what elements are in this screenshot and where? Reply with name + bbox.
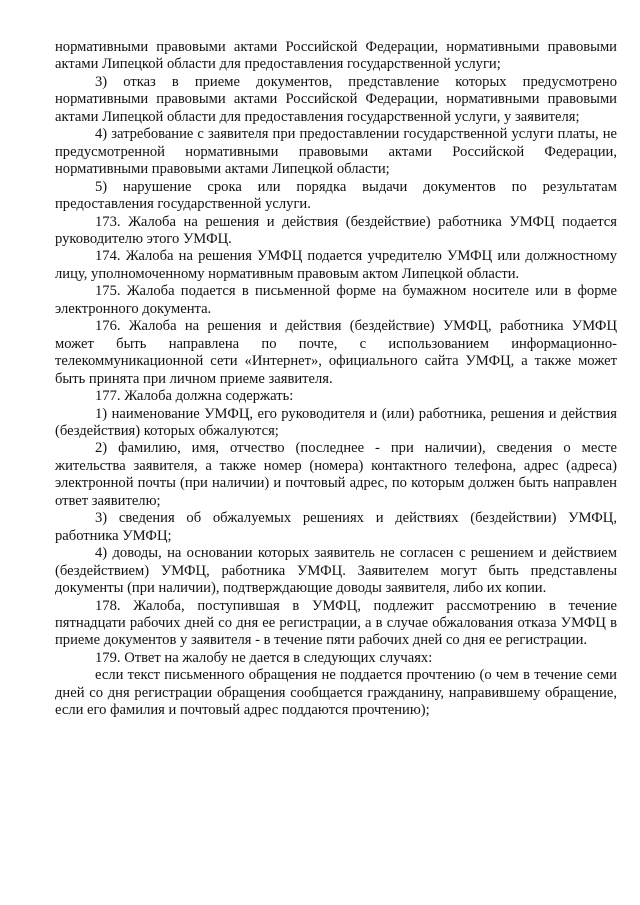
paragraph-173: 173. Жалоба на решения и действия (бездействие) работника УМФЦ подается руководителю этого УМФЦ.	[55, 213, 617, 247]
paragraph-177-item-4: 4) доводы, на основании которых заявитель не согласен с решением и действием (бездействием) УМФЦ, работника УМФЦ. Заявителем могут быть представлены документы (при наличии), подтверждающие доводы заявителя, либо их копии.	[55, 545, 617, 597]
paragraph-item-4: 4) затребование с заявителя при предоставлении государственной услуги платы, не предусмотренной нормативными правовыми актами Российской Федерации, нормативными правовыми актами Липецкой области;	[55, 126, 617, 178]
paragraph-176: 176. Жалоба на решения и действия (бездействие) УМФЦ, работника УМФЦ может быть направлена по почте, с использованием информационно-телекоммуникационной сети «Интернет», официального сайта УМФЦ, а также может быть принята при личном приеме заявителя.	[55, 318, 617, 387]
paragraph-item-3: 3) отказ в приеме документов, представление которых предусмотрено нормативными правовыми актами Российской Федерации, нормативными правовыми актами Липецкой области для предоставления государственной услуги, у заявителя;	[55, 73, 617, 125]
paragraph-177: 177. Жалоба должна содержать:	[95, 388, 294, 405]
paragraph-item-5: 5) нарушение срока или порядка выдачи документов по результатам предоставления государственной услуги.	[55, 178, 617, 213]
paragraph-178: 178. Жалоба, поступившая в УМФЦ, подлежит рассмотрению в течение пятнадцати рабочих дней со дня ее регистрации, а в случае обжалования отказа УМФЦ в приеме документов у заявителя - в течение пяти рабочих дней со дня ее регистрации.	[55, 597, 617, 649]
paragraph-179: 179. Ответ на жалобу не дается в следующих случаях:	[95, 649, 433, 666]
paragraph-continuation: нормативными правовыми актами Российской Федерации, нормативными правовыми актами Липецкой области для предоставления государственной услуги;	[55, 39, 617, 73]
paragraph-177-item-2: 2) фамилию, имя, отчество (последнее - при наличии), сведения о месте жительства заявителя, а также номер (номера) контактного телефона, адрес (адреса) электронной почты (при наличии) и почтовый адрес, по которым должен быть направлен ответ заявителю;	[55, 440, 617, 509]
paragraph-175: 175. Жалоба подается в письменной форме на бумажном носителе или в форме электронного документа.	[55, 283, 617, 317]
paragraph-174: 174. Жалоба на решения УМФЦ подается учредителю УМФЦ или должностному лицу, уполномоченному нормативным правовым актом Липецкой области.	[55, 248, 617, 282]
paragraph-177-item-1: 1) наименование УМФЦ, его руководителя и (или) работника, решения и действия (бездействия) которых обжалуются;	[55, 405, 617, 439]
paragraph-179-case: если текст письменного обращения не поддается прочтению (о чем в течение семи дней со дня регистрации обращения сообщается гражданину, направившему обращение, если его фамилия и почтовый адрес поддаются прочтению);	[55, 667, 617, 719]
paragraph-177-item-3: 3) сведения об обжалуемых решениях и действиях (бездействии) УМФЦ, работника УМФЦ;	[55, 510, 617, 544]
